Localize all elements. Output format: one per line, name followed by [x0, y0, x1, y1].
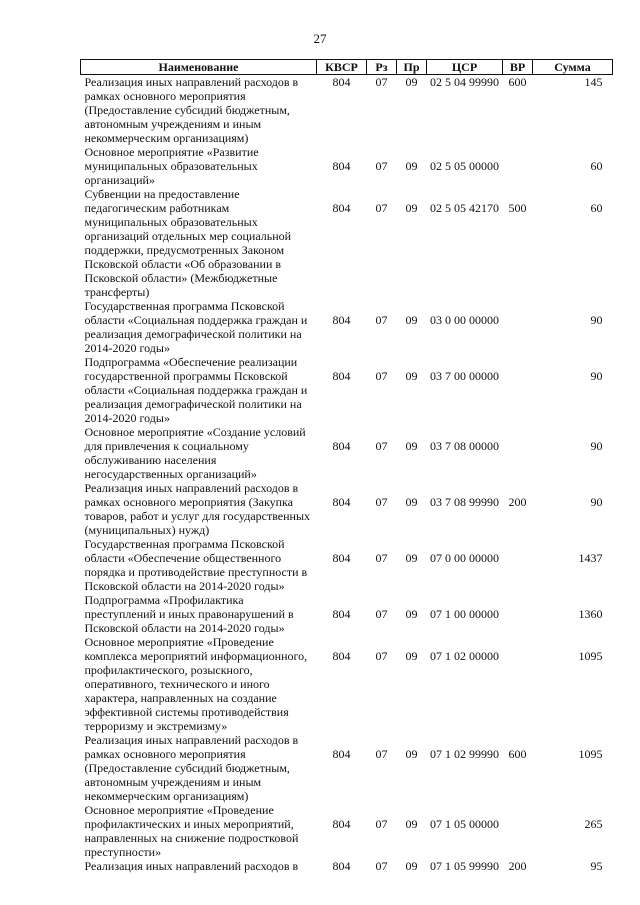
- table-header-row: [81, 60, 613, 75]
- header-sum: Сумма: [533, 60, 613, 75]
- cell-sum: 1095: [578, 747, 603, 761]
- cell-rz: 07: [375, 313, 388, 327]
- cell-kvsr: 804: [332, 439, 351, 453]
- cell-csr: 07 1 00 00000: [430, 607, 499, 621]
- page-number: 27: [313, 31, 327, 46]
- cell-kvsr: 804: [332, 817, 351, 831]
- cell-vr: [503, 537, 533, 593]
- cell-csr: 03 7 08 99990: [430, 495, 499, 509]
- cell-csr: 07 0 00 00000: [430, 551, 499, 565]
- cell-pr: 09: [405, 313, 418, 327]
- cell-csr: 03 7 08 00000: [430, 439, 499, 453]
- header-pr: Пр: [397, 60, 427, 75]
- cell-kvsr: 804: [332, 747, 351, 761]
- cell-sum: 265: [584, 817, 603, 831]
- cell-kvsr: 804: [332, 607, 351, 621]
- cell-pr: 09: [405, 551, 418, 565]
- table-row: [81, 299, 613, 355]
- cell-pr: 09: [405, 201, 418, 215]
- cell-csr: 03 7 00 00000: [430, 369, 499, 383]
- header-csr: ЦСР: [427, 60, 503, 75]
- cell-name: Реализация иных направлений расходов в рамках основного мероприятия (Предоставление субсидий бюджетным, автономным учреждениям и иным некоммерческим организациям): [84, 733, 299, 803]
- header-kvsr: КВСР: [317, 60, 367, 75]
- cell-kvsr: 804: [332, 201, 351, 215]
- table-row: [81, 75, 613, 146]
- cell-kvsr: 804: [332, 369, 351, 383]
- cell-name: Реализация иных направлений расходов в рамках основного мероприятия (Предоставление субсидий бюджетным, автономным учреждениям и иным некоммерческим организациям): [84, 75, 299, 145]
- table-row: [81, 187, 613, 299]
- cell-kvsr: 804: [332, 859, 351, 873]
- cell-csr: 07 1 02 99990: [430, 747, 499, 761]
- table-row: [81, 859, 613, 873]
- cell-rz: 07: [375, 495, 388, 509]
- cell-rz: 07: [375, 859, 388, 873]
- cell-pr: 09: [405, 607, 418, 621]
- cell-vr: 600: [508, 75, 527, 89]
- cell-vr: 500: [508, 201, 527, 215]
- cell-sum: 95: [590, 859, 603, 873]
- cell-csr: 02 5 04 99990: [430, 75, 499, 89]
- header-vr: ВР: [503, 60, 533, 75]
- cell-name: Основное мероприятие «Проведение комплекса мероприятий информационного, профилактического, розыскного, оперативного, технического и иного характера, направленных на создание эффективной системы противодействия терроризму и экстремизму»: [84, 635, 308, 733]
- cell-vr: [503, 803, 533, 859]
- cell-vr: [503, 635, 533, 733]
- table-row: [81, 635, 613, 733]
- cell-rz: 07: [375, 75, 388, 89]
- cell-rz: 07: [375, 607, 388, 621]
- cell-name: Государственная программа Псковской области «Социальная поддержка граждан и реализация демографической политики на 2014-2020 годы»: [84, 299, 308, 355]
- cell-csr: 07 1 02 00000: [430, 649, 499, 663]
- cell-rz: 07: [375, 747, 388, 761]
- cell-sum: 60: [590, 159, 603, 173]
- cell-vr: 200: [508, 859, 527, 873]
- cell-name: Основное мероприятие «Развитие муниципальных образовательных организаций»: [84, 145, 259, 187]
- table-row: [81, 733, 613, 803]
- cell-name: Реализация иных направлений расходов в: [84, 859, 299, 873]
- table-row: [81, 425, 613, 481]
- cell-rz: 07: [375, 369, 388, 383]
- cell-kvsr: 804: [332, 75, 351, 89]
- table-body: [81, 75, 613, 874]
- cell-pr: 09: [405, 495, 418, 509]
- cell-pr: 09: [405, 159, 418, 173]
- cell-name: Субвенции на предоставление педагогическим работникам муниципальных образовательных организаций отдельных мер социальной поддержки, предусмотренных Законом Псковской области «Об образовании в Псковской области» (Межбюджетные трансферты): [84, 187, 292, 299]
- cell-pr: 09: [405, 747, 418, 761]
- cell-csr: 02 5 05 42170: [430, 201, 499, 215]
- cell-vr: [503, 593, 533, 635]
- table-row: [81, 537, 613, 593]
- cell-kvsr: 804: [332, 495, 351, 509]
- cell-pr: 09: [405, 369, 418, 383]
- cell-sum: 1095: [578, 649, 603, 663]
- cell-sum: 1360: [578, 607, 603, 621]
- header-rz: Рз: [367, 60, 397, 75]
- cell-csr: 07 1 05 99990: [430, 859, 499, 873]
- cell-vr: [503, 425, 533, 481]
- table-row: [81, 481, 613, 537]
- cell-rz: 07: [375, 439, 388, 453]
- budget-table: [80, 59, 613, 873]
- table-row: [81, 803, 613, 859]
- table-row: [81, 145, 613, 187]
- cell-pr: 09: [405, 75, 418, 89]
- cell-sum: 90: [590, 495, 603, 509]
- cell-pr: 09: [405, 439, 418, 453]
- cell-vr: [503, 299, 533, 355]
- cell-vr: 600: [508, 747, 527, 761]
- cell-sum: 1437: [578, 551, 603, 565]
- cell-sum: 145: [584, 75, 603, 89]
- cell-rz: 07: [375, 551, 388, 565]
- cell-rz: 07: [375, 817, 388, 831]
- cell-sum: 90: [590, 313, 603, 327]
- cell-name: Реализация иных направлений расходов в рамках основного мероприятия (Закупка товаров, работ и услуг для государственных (муниципальных) нужд): [84, 481, 311, 537]
- cell-vr: 200: [508, 495, 527, 509]
- cell-name: Государственная программа Псковской области «Обеспечение общественного порядка и противодействие преступности в Псковской области на 2014-2020 годы»: [84, 537, 308, 593]
- cell-vr: [503, 145, 533, 187]
- cell-sum: 90: [590, 369, 603, 383]
- cell-name: Основное мероприятие «Проведение профилактических и иных мероприятий, направленных на снижение подростковой преступности»: [84, 803, 299, 859]
- cell-name: Подпрограмма «Профилактика преступлений и иных правонарушений в Псковской области на 2014-2020 годы»: [84, 593, 294, 635]
- cell-pr: 09: [405, 817, 418, 831]
- cell-sum: 90: [590, 439, 603, 453]
- cell-pr: 09: [405, 649, 418, 663]
- cell-name: Основное мероприятие «Создание условий для привлечения к социальному обслуживанию населения негосударственных организаций»: [84, 425, 306, 481]
- cell-kvsr: 804: [332, 313, 351, 327]
- cell-csr: 07 1 05 00000: [430, 817, 499, 831]
- cell-rz: 07: [375, 649, 388, 663]
- header-name: Наименование: [81, 60, 317, 75]
- cell-rz: 07: [375, 159, 388, 173]
- cell-rz: 07: [375, 201, 388, 215]
- cell-name: Подпрограмма «Обеспечение реализации государственной программы Псковской области «Социальная поддержка граждан и реализация демографической политики на 2014-2020 годы»: [84, 355, 308, 425]
- table-row: [81, 593, 613, 635]
- cell-vr: [503, 355, 533, 425]
- cell-sum: 60: [590, 201, 603, 215]
- cell-csr: 02 5 05 00000: [430, 159, 499, 173]
- cell-kvsr: 804: [332, 551, 351, 565]
- cell-csr: 03 0 00 00000: [430, 313, 499, 327]
- cell-kvsr: 804: [332, 159, 351, 173]
- table-row: [81, 355, 613, 425]
- cell-pr: 09: [405, 859, 418, 873]
- cell-kvsr: 804: [332, 649, 351, 663]
